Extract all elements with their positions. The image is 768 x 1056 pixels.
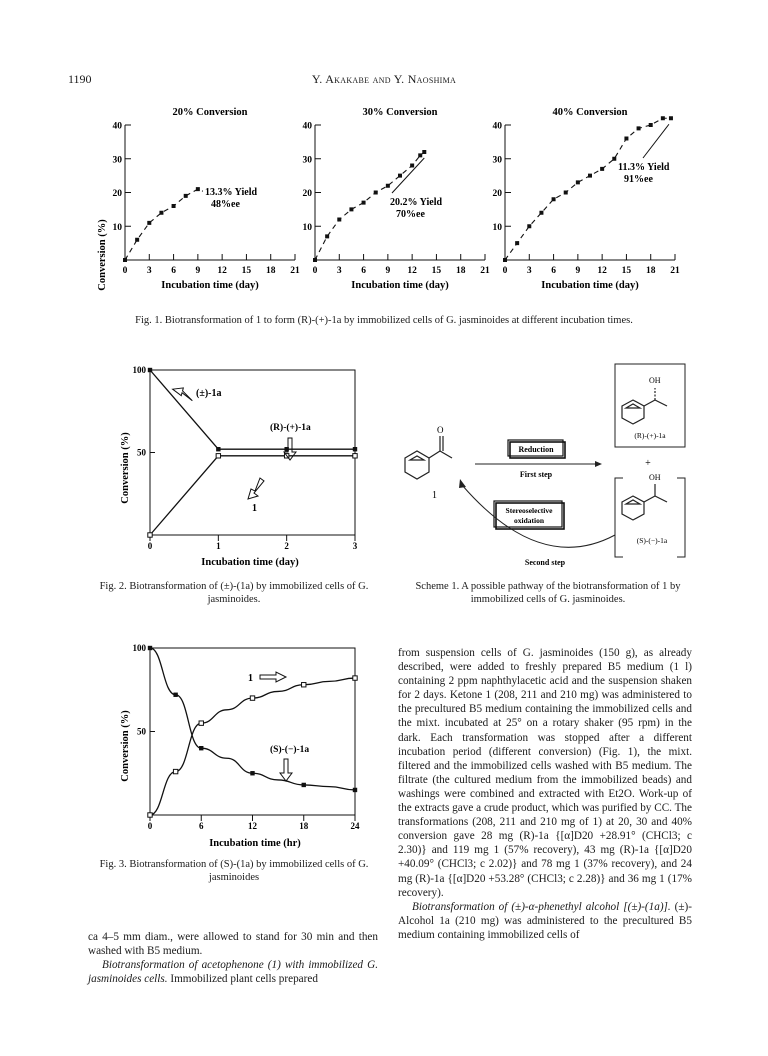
fig1-data-point — [588, 174, 592, 178]
fig1-data-point — [196, 187, 200, 191]
right-para-2 — [398, 900, 692, 942]
fig1-data-point — [552, 197, 556, 201]
fig1-data-point — [624, 137, 628, 141]
fig3-xlabel: Incubation time (hr) — [209, 838, 301, 849]
fig3-y-tick-label: 100 — [132, 643, 146, 653]
fig1-y-tick-label: 30 — [492, 155, 502, 166]
scheme-oxygen: O — [437, 425, 444, 435]
fig3-label-substrate: (S)-(−)-1a — [270, 745, 310, 755]
fig2-caption: Fig. 2. Biotransformation of (±)-(1a) by immobilized cells of G. jasminoides. — [99, 581, 369, 605]
page-number: 1190 — [68, 72, 92, 86]
fig1-panel-title: 30% Conversion — [362, 107, 438, 118]
fig1-x-tick-label: 9 — [385, 266, 391, 276]
fig1-x-tick-label: 0 — [502, 266, 508, 276]
fig1-data-point — [661, 116, 665, 120]
scheme-plus: + — [645, 458, 651, 469]
scheme-s-label: (S)-(−)-1a — [636, 536, 668, 545]
fig3-point-substrate — [173, 693, 177, 697]
fig1-x-tick-label: 12 — [597, 266, 607, 276]
fig3-x-tick-label: 6 — [199, 821, 204, 831]
fig1-data-point — [600, 167, 604, 171]
scheme-r-label: (R)-(+)-1a — [634, 431, 666, 440]
scheme1-caption: Scheme 1. A possible pathway of the biotransformation of 1 by immobilized cells of G. jasminoides. — [415, 581, 681, 605]
acetophenone-structure — [405, 425, 452, 479]
fig1-data-point — [172, 204, 176, 208]
fig3-point-substrate — [302, 783, 306, 787]
fig1-y-tick-label: 40 — [112, 121, 122, 132]
fig3-point-ketone — [302, 683, 306, 687]
fig1-caption: Fig. 1. Biotransformation of 1 to form (R)-(+)-1a by immobilized cells of G. jasminoides at different incubation times. — [135, 315, 633, 326]
fig3-point-substrate — [199, 746, 203, 750]
fig1-x-tick-label: 6 — [171, 266, 176, 276]
fig1-x-tick-label: 21 — [670, 266, 680, 276]
fig1-x-tick-label: 6 — [361, 266, 366, 276]
fig3-point-ketone — [148, 813, 152, 817]
fig3-arrow-substrate — [280, 759, 292, 781]
fig1-y-tick-label: 20 — [302, 189, 312, 199]
fig1-data-point — [564, 191, 568, 195]
fig1-yield-label: 11.3% Yield — [618, 162, 670, 173]
fig1-x-tick-label: 3 — [526, 266, 532, 276]
fig1-ee-label: 70%ee — [396, 209, 425, 220]
scheme-1 — [390, 360, 700, 575]
left-column-text — [88, 930, 378, 986]
left-para-2 — [88, 958, 378, 986]
fig1-xlabel: Incubation time (day) — [351, 280, 449, 291]
fig1-data-point — [649, 123, 653, 127]
fig3-point-substrate — [250, 771, 254, 775]
fig2-ylabel: Conversion (%) — [120, 432, 131, 504]
fig1-x-tick-label: 12 — [407, 266, 417, 276]
fig2-point-ketone — [148, 533, 152, 537]
running-header-authors: Y. Akakabe and Y. Naoshima — [311, 72, 457, 86]
fig2-x-tick-label: 2 — [284, 541, 289, 551]
fig1-x-tick-label: 3 — [336, 266, 342, 276]
fig1-data-point — [515, 241, 519, 245]
fig1-data-point — [362, 201, 366, 205]
fig2-series-line — [150, 456, 355, 535]
fig1-data-point — [184, 194, 188, 198]
fig2-label-racemate: (±)-1a — [196, 388, 222, 399]
fig1-x-tick-label: 3 — [146, 266, 152, 276]
fig1-x-tick-label: 9 — [195, 266, 201, 276]
right-heading: Biotransformation of (±)-α-phenethyl alcohol [(±)-(1a)]. — [412, 900, 671, 913]
figure-2 — [100, 360, 375, 575]
fig1-x-tick-label: 15 — [431, 266, 442, 276]
fig1-x-tick-label: 18 — [265, 266, 276, 276]
fig3-point-ketone — [250, 696, 254, 700]
scheme-stereo-1: Stereoselective — [505, 506, 553, 515]
fig2-arrow-ketone — [248, 478, 264, 499]
fig1-data-point — [325, 234, 329, 238]
fig1-x-tick-label: 15 — [241, 266, 252, 276]
fig1-y-tick-label: 30 — [112, 155, 122, 166]
fig1-data-point — [410, 164, 414, 168]
fig2-point-ketone — [216, 454, 220, 458]
fig1-data-point — [135, 238, 139, 242]
fig2-point-racemate — [353, 447, 357, 451]
fig1-y-tick-label: 40 — [302, 121, 312, 132]
fig1-x-tick-label: 15 — [621, 266, 632, 276]
fig3-x-tick-label: 0 — [147, 821, 153, 831]
fig1-data-point — [576, 180, 580, 184]
r-oh: OH — [649, 376, 661, 385]
fig3-arrow-ketone — [260, 672, 286, 682]
fig1-data-point — [398, 174, 402, 178]
fig1-x-tick-label: 18 — [455, 266, 466, 276]
fig1-data-point — [349, 207, 353, 211]
fig3-x-tick-label: 12 — [248, 821, 257, 831]
fig3-label-ketone: 1 — [248, 673, 253, 684]
fig1-data-point — [637, 126, 641, 130]
fig1-x-tick-label: 9 — [575, 266, 581, 276]
fig3-point-ketone — [353, 676, 357, 680]
fig1-y-tick-label: 10 — [492, 222, 502, 233]
scheme-ketone-label: 1 — [432, 490, 437, 501]
fig3-point-substrate — [353, 788, 357, 792]
fig2-y-tick-label: 50 — [137, 447, 146, 458]
left-rest: Immobilized plant cells prepared — [167, 973, 318, 986]
fig2-x-tick-label: 3 — [352, 541, 358, 551]
scheme-first-step: First step — [519, 470, 553, 479]
fig1-y-tick-label: 20 — [492, 189, 502, 199]
fig2-label-product: (R)-(+)-1a — [270, 423, 311, 433]
fig1-y-tick-label: 40 — [492, 121, 502, 132]
fig1-series-line — [125, 189, 198, 260]
fig1-xlabel: Incubation time (day) — [541, 280, 639, 291]
fig3-x-tick-label: 18 — [299, 821, 309, 831]
fig1-data-point — [422, 150, 426, 154]
fig1-x-tick-label: 6 — [551, 266, 556, 276]
right-column-text — [398, 646, 692, 942]
fig1-data-point — [386, 184, 390, 188]
fig1-data-point — [147, 221, 151, 225]
fig3-x-tick-label: 24 — [350, 821, 360, 831]
s-oh: OH — [649, 473, 661, 482]
fig1-x-tick-label: 12 — [217, 266, 227, 276]
right-rest: (±)-Alcohol 1a (210 mg) was administered to the precultured B5 medium containing immobilized cells of — [398, 900, 692, 941]
fig3-point-substrate — [148, 646, 152, 650]
left-heading: Biotransformation of acetophenone (1) with immobilized G. jasminoides cells. — [88, 959, 378, 986]
fig1-data-point — [527, 224, 531, 228]
fig1-x-tick-label: 18 — [645, 266, 656, 276]
fig1-x-tick-label: 0 — [312, 266, 318, 276]
fig1-xlabel: Incubation time (day) — [161, 280, 259, 291]
fig1-arrow — [392, 158, 424, 193]
fig1-panel-title: 40% Conversion — [552, 107, 628, 118]
right-para-1: from suspension cells of G. jasminoides (150 g), as already described, were added to freshly prepared B5 medium (1 l) containing 2 ppm naphthylacetic acid and the suspension shaken for 2 days. Ketone 1 (208, 211 and 210 mg) was administered to the precultured B5 medium containing the immobilized cells and the mixt. incubated at 25° on a rotary shaker (95 rpm) in the dark. Each transformation was stopped after a different incubation period (different conversion) (Fig. 1), the mixt. filtered and the immobilized cells washed with B5 medium. The filtrate (the cultured medium from the immobilized beads) and washings were combined and extracted with Et2O. Work-up of the extracts gave a crude product, which was purified by CC. The transformations (208, 211 and 210 mg of 1) at 20, 30 and 40% conversion gave 28 mg (R)-1a {[α]D20 +28.91° (CHCl3; c 2.30)} and 119 mg 1 (57% recovery), 43 mg (R)-1a {[α]D20 +40.09° (CHCl3; c 2.02)} and 78 mg 1 (37% recovery), and 24 mg (R)-1a {[α]D20 +53.28° (CHCl3; c 2.28)} and 36 mg 1 (17% recovery). — [398, 647, 692, 899]
fig1-x-tick-label: 21 — [480, 266, 490, 276]
fig2-x-tick-label: 1 — [216, 541, 221, 551]
fig1-y-tick-label: 10 — [112, 222, 122, 233]
fig1-data-point — [123, 258, 127, 262]
figure-1 — [0, 95, 768, 305]
fig1-panel-title: 20% Conversion — [172, 107, 248, 118]
fig1-ylabel: Conversion (%) — [97, 219, 108, 291]
fig2-label-ketone: 1 — [252, 503, 257, 514]
fig1-yield-label: 13.3% Yield — [205, 187, 258, 198]
fig2-point-racemate — [216, 447, 220, 451]
fig1-x-tick-label: 21 — [290, 266, 300, 276]
r-alcohol-structure — [622, 376, 667, 424]
fig1-series-line — [505, 118, 671, 260]
fig1-data-point — [374, 191, 378, 195]
fig1-data-point — [612, 157, 616, 161]
scheme-reduction: Reduction — [518, 445, 554, 454]
fig3-point-ketone — [199, 721, 203, 725]
fig2-series-line — [150, 370, 355, 449]
s-alcohol-structure — [622, 473, 667, 520]
fig1-data-point — [337, 218, 341, 222]
scheme-second-step: Second step — [524, 558, 566, 567]
fig1-data-point — [539, 211, 543, 215]
fig2-point-racemate — [148, 368, 152, 372]
fig1-arrow — [643, 124, 669, 158]
left-para-1: ca 4–5 mm diam., were allowed to stand for 30 min and then washed with B5 medium. — [88, 931, 378, 958]
fig1-y-tick-label: 30 — [302, 155, 312, 166]
fig2-y-tick-label: 100 — [132, 365, 146, 375]
fig1-data-point — [313, 258, 317, 262]
fig1-data-point — [669, 116, 673, 120]
fig2-point-ketone — [353, 454, 357, 458]
fig3-caption: Fig. 3. Biotransformation of (S)-(1a) by immobilized cells of G. jasminoides — [99, 859, 369, 883]
fig1-x-tick-label: 0 — [122, 266, 128, 276]
fig1-yield-label: 20.2% Yield — [390, 197, 443, 208]
fig3-point-ketone — [173, 769, 177, 773]
fig1-y-tick-label: 10 — [302, 222, 312, 233]
fig1-data-point — [418, 153, 422, 157]
fig2-x-tick-label: 0 — [147, 541, 153, 551]
figure-3 — [100, 638, 375, 853]
fig3-y-tick-label: 50 — [137, 726, 146, 737]
fig1-ee-label: 48%ee — [211, 199, 240, 210]
fig3-ylabel: Conversion (%) — [120, 710, 131, 782]
fig1-data-point — [503, 258, 507, 262]
fig2-xlabel: Incubation time (day) — [201, 557, 299, 568]
scheme-stereo-2: oxidation — [513, 516, 545, 525]
fig1-ee-label: 91%ee — [624, 174, 653, 185]
fig1-data-point — [159, 211, 163, 215]
fig1-y-tick-label: 20 — [112, 189, 122, 199]
